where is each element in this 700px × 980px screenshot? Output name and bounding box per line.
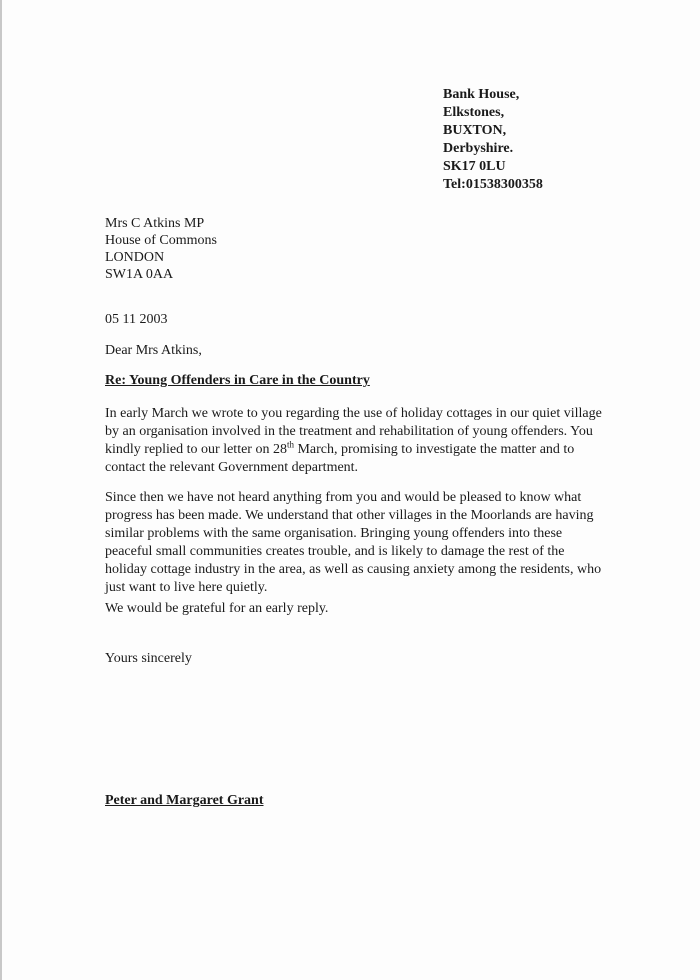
body-paragraph-2: Since then we have not heard anything from you and would be pleased to know what progress has been made. We understand that other villages in the Moorlands are having similar problems with the same organisation. Bringing young offenders into these peaceful small communities creates trouble, and is likely to damage the rest of the holiday cottage industry in the area, as well as causing anxiety among the residents, who just want to live here quietly. xyxy=(105,490,602,595)
body-paragraph-1 xyxy=(105,405,605,477)
sender-line-town: BUXTON, xyxy=(443,123,507,138)
recipient-line-city: LONDON xyxy=(105,250,165,265)
recipient-line-name: Mrs C Atkins MP xyxy=(105,216,205,231)
sender-line-village: Elkstones, xyxy=(443,105,505,120)
recipient-line-organisation: House of Commons xyxy=(105,233,217,248)
sender-line-county: Derbyshire. xyxy=(443,141,514,156)
letter-date: 05 11 2003 xyxy=(105,312,168,327)
sender-line-postcode: SK17 0LU xyxy=(443,159,506,174)
closing: Yours sincerely xyxy=(105,651,192,666)
sender-line-telephone: Tel:01538300358 xyxy=(443,177,543,192)
recipient-address xyxy=(105,215,217,283)
salutation: Dear Mrs Atkins, xyxy=(105,343,202,358)
date-ordinal-suffix: th xyxy=(286,439,294,450)
recipient-line-postcode: SW1A 0AA xyxy=(105,267,174,282)
body-paragraph-3: We would be grateful for an early reply. xyxy=(105,601,329,616)
sender-line-house: Bank House, xyxy=(443,87,520,102)
page-edge xyxy=(0,0,2,980)
paragraph-1-text-start: In early March we wrote to you regarding the use of holiday cottages in our quiet village by an organisation involved in the treatment and rehabilitation of young offenders. You kindly replied to our letter on 28 xyxy=(105,406,602,457)
signature-name: Peter and Margaret Grant xyxy=(105,793,264,808)
subject-line: Re: Young Offenders in Care in the Country xyxy=(105,373,370,388)
paragraph-1-text-end: March, promising to investigate the matter and to contact the relevant Government department. xyxy=(105,442,575,475)
sender-address xyxy=(443,86,543,194)
